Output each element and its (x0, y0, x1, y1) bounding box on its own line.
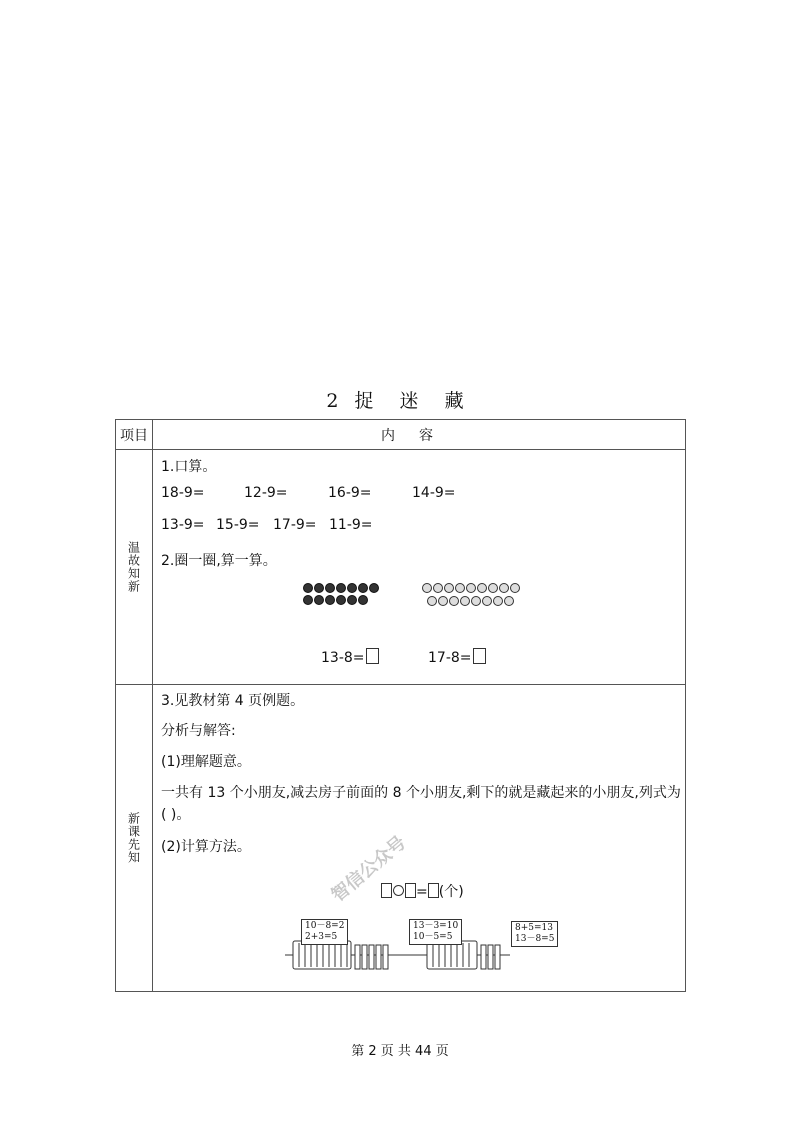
method-card-2: 13－3=10 10－5=5 (409, 919, 462, 945)
answer-blank: ( )。 (161, 807, 191, 823)
section-preview-row (116, 685, 686, 992)
answer-box-2[interactable] (473, 648, 486, 664)
apples-illustration (421, 581, 531, 611)
calc-3: 16-9= (328, 485, 372, 501)
section-review-content (153, 450, 685, 684)
analysis-label: 分析与解答: (161, 723, 236, 739)
calc-5: 13-9= (161, 517, 205, 533)
operator-circle[interactable] (393, 885, 404, 896)
worksheet-table (115, 419, 686, 992)
dark-balls-illustration (303, 583, 383, 611)
calc-7: 17-9= (273, 517, 317, 533)
section-review-row (116, 450, 686, 685)
formula-box-1[interactable] (381, 883, 392, 898)
page-footer: 第 2 页 共 44 页 (351, 1044, 449, 1059)
method-card-1: 10－8=2 2+3=5 (301, 919, 348, 945)
section-label-preview: 新课先知 (126, 812, 141, 864)
question-1-title: 1.口算。 (161, 459, 217, 475)
header-item: 项目 (116, 420, 153, 450)
watermark-char: 智信公众号 (327, 832, 411, 907)
table-header-row (116, 420, 686, 450)
equation-17-8: 17-8= (428, 648, 486, 666)
page-title: 2 捉 迷 藏 (326, 390, 474, 412)
calc-2: 12-9= (244, 485, 288, 501)
calc-1: 18-9= (161, 485, 205, 501)
calc-4: 14-9= (412, 485, 456, 501)
calc-8: 11-9= (329, 517, 373, 533)
equation-13-8: 13-8= (321, 648, 379, 666)
problem-sentence: 一共有 13 个小朋友,减去房子前面的 8 个小朋友,剩下的就是藏起来的小朋友,列式为 (161, 785, 681, 801)
formula-box-2[interactable] (405, 883, 416, 898)
section-label-review: 温故知新 (126, 541, 141, 593)
question-3-title: 3.见教材第 4 页例题。 (161, 693, 305, 709)
step-1: (1)理解题意。 (161, 754, 251, 770)
formula-box-3[interactable] (428, 883, 439, 898)
question-2-title: 2.圈一圈,算一算。 (161, 553, 277, 569)
method-card-3: 8+5=13 13－8=5 (511, 921, 558, 947)
answer-box-1[interactable] (366, 648, 379, 664)
header-content: 内容 (153, 420, 686, 450)
calc-6: 15-9= (216, 517, 260, 533)
step-2: (2)计算方法。 (161, 839, 251, 855)
section-preview-content (153, 685, 685, 991)
formula-template: = (个) (381, 881, 464, 901)
